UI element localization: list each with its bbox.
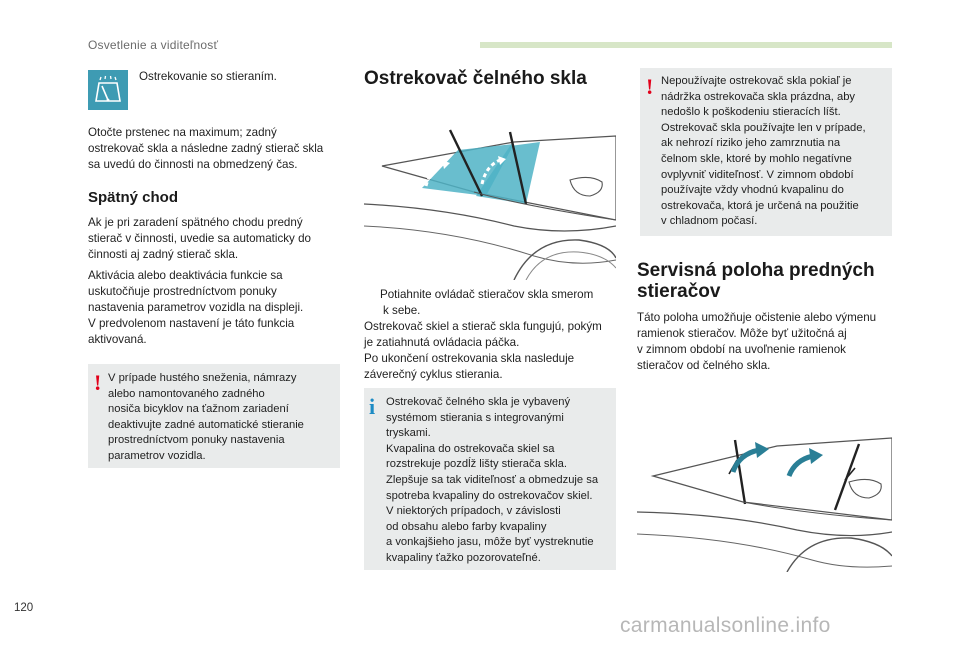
page-number: 120: [14, 602, 34, 614]
service-position-illustration: [637, 420, 892, 572]
windshield-washer-icon: [88, 70, 128, 110]
reverse-paragraph-1: Ak je pri zaradení spätného chodu predný stierač v činnosti, uvedie sa automaticky do činnosti aj zadný stierač skla.: [88, 216, 311, 261]
windshield-washer-illustration: [364, 108, 616, 280]
warning-icon: !: [646, 74, 654, 99]
info-text: Ostrekovač čelného skla je vybavený systémom stierania s integrovanými tryskami. Kvapalina do ostrekovača skiel sa rozstrekuje pozdĺž lišty stierača skla. Zlepšuje sa tak viditeľnosť a obmedzuje sa spotreba kvapaliny do ostrekovačov skiel. V niektorých prípadoch, v závislosti od obsahu alebo farby kvapaliny a vonkajšieho jasu, môže byť vystreknutie kvapaliny ťažko pozorovateľné.: [386, 396, 599, 564]
warning-icon: !: [94, 370, 102, 395]
left-warning-text: V prípade hustého sneženia, námrazy alebo namontovaného zadného nosiča bicyklov na ťažnom zariadení deaktivujte zadné automatické stieranie prostredníctvom ponuky nastavenia parametrov vozidla.: [108, 372, 304, 462]
intro-paragraph: Otočte prstenec na maximum; zadný ostrekovač skla a následne zadný stierač skla sa uvedú do činnosti na obmedzený čas.: [88, 126, 324, 171]
watermark: carmanualsonline.info: [620, 614, 831, 637]
washer-description: Ostrekovač skiel a stierač skla fungujú, pokým je zatiahnutá ovládacia páčka. Po ukončení ostrekovania skla nasleduje záverečný cyklus stierania.: [364, 320, 602, 381]
info-box: [364, 388, 616, 570]
header-accent-bar: [480, 42, 892, 48]
left-warning-box: [88, 364, 340, 468]
service-position-heading: Servisná poloha predných stieračov: [637, 260, 875, 302]
right-warning-text: Nepoužívajte ostrekovač skla pokiaľ je nádržka ostrekovača skla prázdna, aby nedošlo k poškodeniu stieracích líšt. Ostrekovač skla používajte len v prípade, ak nehrozí riziko jeho zamrznutia na čelnom skle, ktoré by mohlo negatívne ovplyvniť viditeľnosť. V zimnom období používajte vždy vhodnú kvapalinu do ostrekovača, ktorá je určená na použitie v chladnom počasí.: [661, 75, 866, 228]
info-icon: i: [369, 394, 376, 419]
service-position-text: Táto poloha umožňuje očistenie alebo výmenu ramienok stieračov. Môže byť užitočná aj v zimnom období na uvoľnenie ramienok stieračov od čelného skla.: [637, 311, 877, 372]
icon-caption: Ostrekovanie so stieraním.: [139, 70, 277, 83]
reverse-paragraph-2: Aktivácia alebo deaktivácia funkcie sa uskutočňuje prostredníctvom ponuky nastavenia parametrov vozidla na displeji. V predvolenom nastavení je táto funkcia aktivovaná.: [88, 269, 304, 346]
right-warning-box: [640, 68, 892, 236]
windshield-washer-heading: Ostrekovač čelného skla: [364, 68, 587, 89]
reverse-heading: Spätný chod: [88, 189, 179, 206]
bullet-instruction: Potiahnite ovládač stieračov skla smerom k sebe.: [380, 288, 594, 317]
section-title: Osvetlenie a viditeľnosť: [88, 38, 219, 52]
